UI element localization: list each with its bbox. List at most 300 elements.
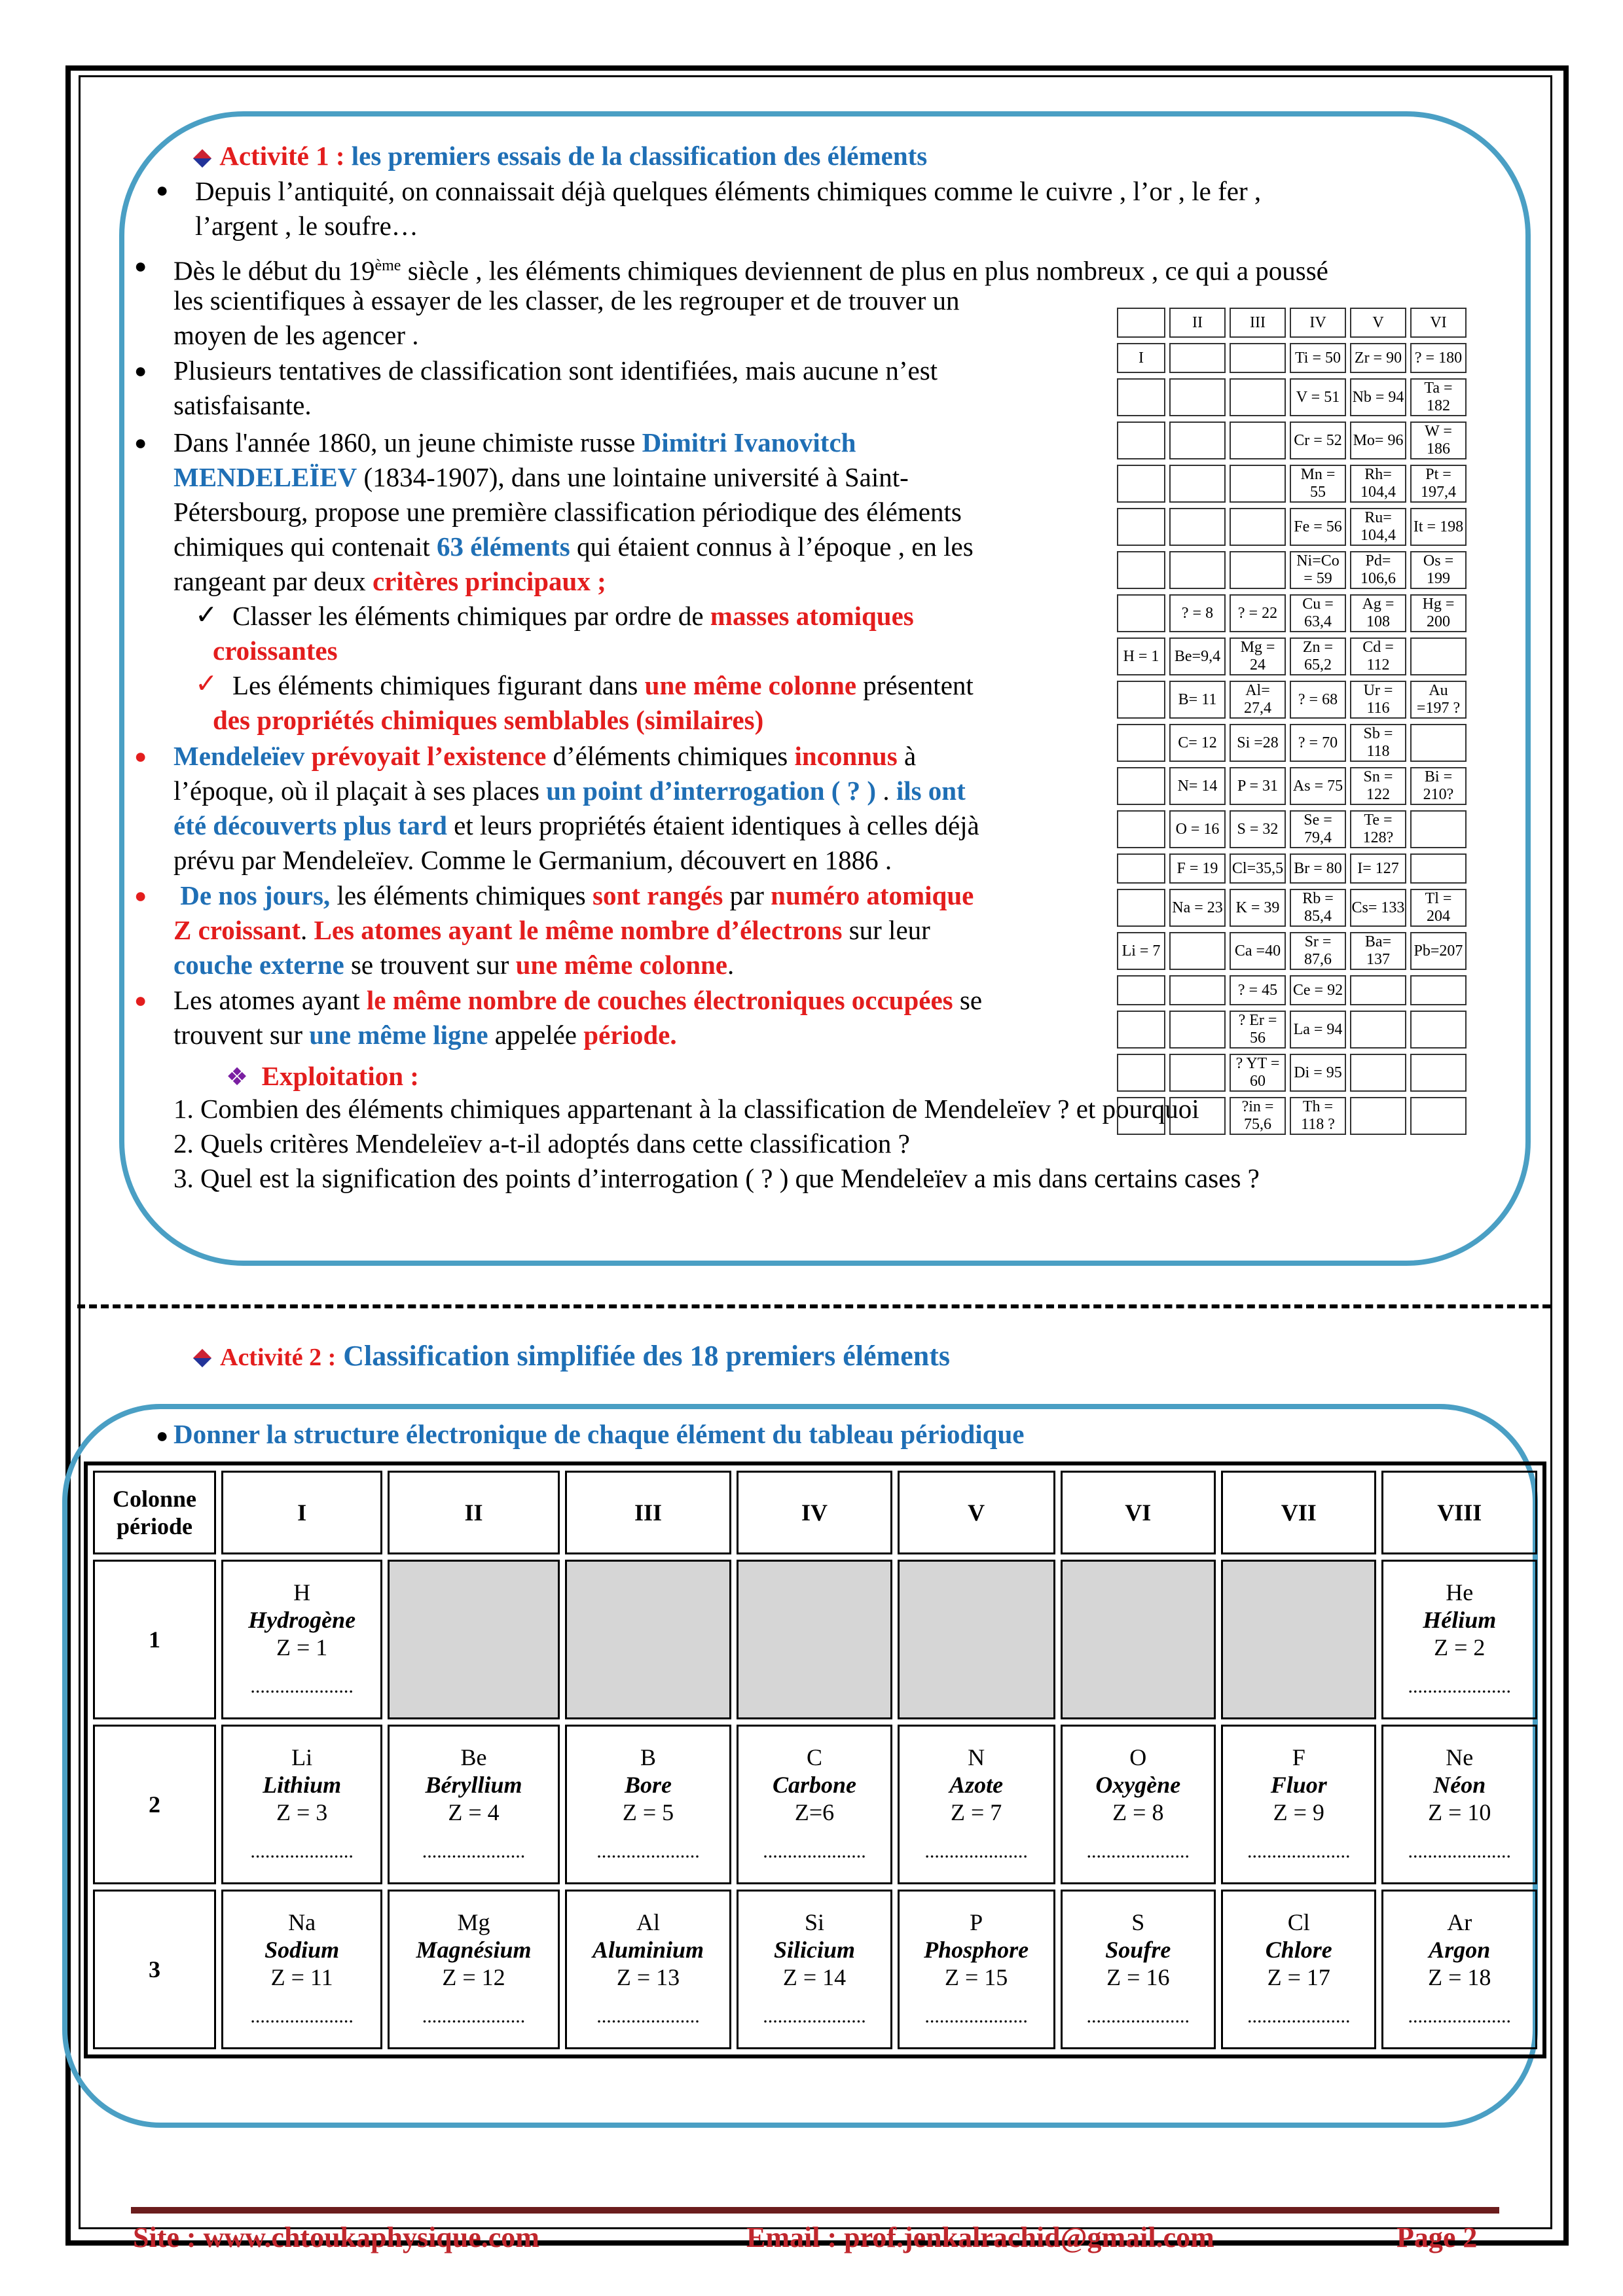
mendeleev-row [1117,975,1467,1005]
period-number: 2 [93,1725,216,1884]
atomic-number: Z = 7 [950,1799,1002,1825]
check-icon: ✓ [195,668,218,698]
mendeleev-table-grid [1113,302,1470,1140]
mendeleev-cell [1230,422,1286,459]
mendeleev-cell: F = 19 [1169,853,1226,884]
element-symbol: Be [460,1744,487,1770]
mendeleev-cell: III [1230,308,1286,338]
element-symbol: He [1446,1579,1474,1605]
mendeleev-cell: C= 12 [1169,724,1226,762]
p4-line3: Pétersbourg, propose une première classification périodique des éléments [173,497,962,527]
diamond-bullet-icon: ❖ [226,1064,249,1091]
mendeleev-cell [1117,1097,1165,1135]
p7-text-b: se [953,985,983,1015]
element-symbol: B [640,1744,656,1770]
p5-red2: inconnus [794,741,898,771]
element-name: Chlore [1265,1937,1332,1963]
answer-blank[interactable]: ..................... [763,1840,866,1862]
atomic-number: Z=6 [794,1799,835,1825]
mendeleev-cell [1117,378,1165,416]
empty-cell [565,1560,732,1719]
mendeleev-cell [1169,975,1226,1005]
element-name: Soufre [1105,1937,1171,1963]
mendeleev-cell: Pd= 106,6 [1350,551,1406,589]
answer-blank[interactable]: ..................... [1247,1840,1351,1862]
mendeleev-cell: P = 31 [1230,767,1286,805]
mendeleev-cell [1169,1054,1226,1092]
mendeleev-row [1117,551,1467,589]
p2-line3: moyen de les agencer . [173,320,419,350]
mendeleev-cell [1350,1011,1406,1049]
atomic-number: Z = 5 [622,1799,674,1825]
question-3: 3. Quel est la signification des points d’interrogation ( ? ) que Mendeleïev a mis dans certains cases ? [173,1163,1260,1193]
p7-line1 [173,983,982,1018]
footer-page-number: Page 2 [1396,2221,1478,2253]
answer-blank[interactable]: ..................... [1408,1676,1511,1697]
p6-text-b: par [723,880,771,910]
mendeleev-cell: I [1117,343,1165,373]
mendeleev-cell [1117,681,1165,719]
mendeleev-cell: Ur = 116 [1350,681,1406,719]
answer-blank[interactable]: ..................... [1408,1840,1511,1862]
crit2-text-b: présentent [856,670,974,700]
p2-text-a: Dès le début du 19 [173,255,375,286]
mendeleev-cell [1169,1011,1226,1049]
mendeleev-cell: Cu = 63,4 [1290,594,1346,632]
bullet-icon: ● [134,988,147,1012]
mendeleev-cell [1117,853,1165,884]
element-cell [1061,1890,1216,2049]
mendeleev-cell: V [1350,308,1406,338]
atomic-number: Z = 4 [448,1799,500,1825]
mendeleev-cell [1350,975,1406,1005]
mendeleev-cell [1230,508,1286,546]
p5-blue4: été découverts plus tard [173,810,447,840]
answer-blank[interactable]: ..................... [250,1840,354,1862]
atomic-number: Z = 9 [1273,1799,1324,1825]
element-cell [565,1725,732,1884]
element-symbol: N [968,1744,985,1770]
mendeleev-cell: Sn = 122 [1350,767,1406,805]
p4-line2 [173,460,909,495]
element-name: Phosphore [924,1937,1029,1963]
mendeleev-cell [1117,975,1165,1005]
p3-line2: satisfaisante. [173,390,312,420]
mendeleev-cell: Th = 118 ? [1290,1097,1346,1135]
mendeleev-row [1117,1054,1467,1092]
mendeleev-cell: Ca =40 [1230,932,1286,970]
element-name: Hélium [1423,1607,1497,1633]
mendeleev-cell: V = 51 [1290,378,1346,416]
period-number: 1 [93,1560,216,1719]
mendeleev-row [1117,465,1467,503]
activity1-heading [193,139,927,173]
answer-blank[interactable]: ..................... [1247,2005,1351,2027]
crit2-line1 [232,668,974,703]
element-cell [1061,1725,1216,1884]
periodic-table [84,1462,1546,2058]
p4-text-a: Dans l'année 1860, un jeune chimiste russe [173,427,642,457]
element-name: Sodium [264,1937,340,1963]
mendeleev-cell: Fe = 56 [1290,508,1346,546]
bullet-icon: ● [156,1424,169,1447]
p5-text-d: . [876,776,896,806]
crit1-line1 [232,599,914,634]
mendeleev-cell: ? = 22 [1230,594,1286,632]
element-symbol: Si [804,1909,824,1935]
mendeleev-row [1117,932,1467,970]
mendeleev-cell [1410,1054,1467,1092]
mendeleev-cell: W = 186 [1410,422,1467,459]
mendeleev-cell [1117,308,1165,338]
answer-blank[interactable]: ..................... [422,2005,526,2027]
mendeleev-cell [1169,932,1226,970]
mendeleev-cell [1169,508,1226,546]
element-name: Carbone [772,1772,856,1798]
p7-text-d: appelée [488,1020,584,1050]
mendeleev-cell [1117,1011,1165,1049]
p7-red2: période. [583,1020,677,1050]
crit2-line2 [213,703,763,738]
mendeleev-cell: Ni=Co = 59 [1290,551,1346,589]
mendeleev-cell: Te = 128? [1350,810,1406,848]
mendeleev-row [1117,594,1467,632]
element-symbol: Ar [1447,1909,1472,1935]
periodic-table-grid [88,1465,1542,2054]
mendeleev-cell: It = 198 [1410,508,1467,546]
mendeleev-cell [1117,724,1165,762]
column-header: VI [1061,1471,1216,1554]
element-cell [737,1725,892,1884]
element-cell [1381,1560,1537,1719]
answer-blank[interactable]: ..................... [250,2005,354,2027]
p2-sup: ème [374,257,401,274]
mendeleev-cell: B= 11 [1169,681,1226,719]
column-header: II [388,1471,560,1554]
atomic-number: Z = 3 [276,1799,328,1825]
crit2-text: Les éléments chimiques figurant dans [232,670,645,700]
element-cell [1221,1890,1376,2049]
bullet-icon: ● [134,359,147,382]
p6-red3: Z croissant [173,915,301,945]
element-cell [1381,1725,1537,1884]
mendeleev-cell [1169,465,1226,503]
mendeleev-cell [1230,343,1286,373]
element-name: Argon [1429,1937,1491,1963]
element-name: Azote [949,1772,1004,1798]
activity2-title: Classification simplifiée des 18 premiers éléments [343,1340,950,1372]
atomic-number: Z = 15 [944,1964,1008,1990]
mendeleev-row [1117,422,1467,459]
atomic-number: Z = 11 [270,1964,333,1990]
p4-criteria: critères principaux ; [372,566,606,596]
p7-text-a: Les atomes ayant [173,985,367,1015]
element-symbol: H [293,1579,311,1605]
check-icon: ✓ [195,600,218,630]
mendeleev-cell [1117,810,1165,848]
element-cell [1381,1890,1537,2049]
answer-blank[interactable]: ..................... [1086,2005,1190,2027]
mendeleev-cell: VI [1410,308,1467,338]
mendeleev-row [1117,1097,1467,1135]
atomic-number: Z = 10 [1428,1799,1491,1825]
atomic-number: Z = 16 [1106,1964,1170,1990]
activity1-title: les premiers essais de la classification des éléments [351,141,928,171]
mendeleev-row [1117,853,1467,884]
mendeleev-cell: Si =28 [1230,724,1286,762]
period-row [93,1890,1537,2049]
mendeleev-cell: Sr = 87,6 [1290,932,1346,970]
bullet-icon: ● [134,884,147,907]
mendeleev-cell: Be=9,4 [1169,637,1226,675]
mendeleev-cell: ? Er = 56 [1230,1011,1286,1049]
mendeleev-cell [1410,1011,1467,1049]
p5-red: prévoyait l’existence [311,741,547,771]
p5-blue: Mendeleïev [173,741,312,771]
answer-blank[interactable]: ..................... [924,1840,1028,1862]
mendeleev-cell: Ru= 104,4 [1350,508,1406,546]
atomic-number: Z = 13 [616,1964,680,1990]
corner-header [93,1471,216,1554]
mendeleev-cell: Cd = 112 [1350,637,1406,675]
p2-line1 [173,249,1328,289]
column-header: I [221,1471,382,1554]
mendeleev-cell: Cs= 133 [1350,889,1406,927]
mendeleev-row [1117,508,1467,546]
mendeleev-cell: Cr = 52 [1290,422,1346,459]
p5-line3 [173,808,979,843]
mendeleev-cell: Rh= 104,4 [1350,465,1406,503]
answer-blank[interactable]: ..................... [1408,2005,1511,2027]
mendeleev-cell: Br = 80 [1290,853,1346,884]
mendeleev-cell: Ce = 92 [1290,975,1346,1005]
crit2-red: une même colonne [644,670,857,700]
column-header: V [898,1471,1055,1554]
p7-text-c: trouvent sur [173,1020,310,1050]
element-cell [221,1725,382,1884]
column-header: IV [737,1471,892,1554]
answer-blank[interactable]: ..................... [1086,1840,1190,1862]
element-name: Bore [625,1772,672,1798]
atomic-number: Z = 17 [1267,1964,1330,1990]
mendeleev-cell [1117,767,1165,805]
mendeleev-row [1117,724,1467,762]
mendeleev-cell: ?in = 75,6 [1230,1097,1286,1135]
element-cell [1221,1725,1376,1884]
mendeleev-cell: II [1169,308,1226,338]
p5-text-e: et leurs propriétés étaient identiques à celles déjà [447,810,979,840]
element-name: Lithium [263,1772,342,1798]
mendeleev-cell [1117,594,1165,632]
mendeleev-cell [1169,378,1226,416]
p6-blue2: couche externe [173,950,344,980]
crit1-text: Classer les éléments chimiques par ordre de [232,601,710,631]
mendeleev-cell: Li = 7 [1117,932,1165,970]
atomic-number: Z = 18 [1428,1964,1491,1990]
answer-blank[interactable]: ..................... [596,2005,700,2027]
p1-line2: l’argent , le soufre… [195,211,418,241]
mendeleev-cell [1350,1097,1406,1135]
mendeleev-cell [1350,1054,1406,1092]
mendeleev-row [1117,681,1467,719]
column-header: III [565,1471,732,1554]
bullet-icon: ● [134,744,147,768]
mendeleev-cell: Zn = 65,2 [1290,637,1346,675]
p6-red: sont rangés [592,880,723,910]
bullet-icon: ● [156,178,169,202]
mendeleev-cell [1410,724,1467,762]
element-cell [388,1725,560,1884]
corner-header-period: période [117,1513,192,1539]
element-symbol: O [1129,1744,1147,1770]
element-symbol: Mg [457,1909,490,1935]
p6-text-d: sur leur [842,915,930,945]
element-symbol: Na [288,1909,316,1935]
mendeleev-cell: Di = 95 [1290,1054,1346,1092]
p5-text-a: d’éléments chimiques [546,741,795,771]
crit1-red: masses atomiques [710,601,914,631]
footer-rule [131,2207,1499,2214]
activity1-label: Activité 1 : [219,141,345,171]
mendeleev-cell: Zr = 90 [1350,343,1406,373]
p6-text-a: les éléments chimiques [330,880,593,910]
p6-line2 [173,913,930,948]
mendeleev-cell: ? = 8 [1169,594,1226,632]
answer-blank[interactable]: ..................... [250,1676,354,1697]
arrow-bullet-icon [193,1349,213,1369]
element-name: Magnésium [416,1937,532,1963]
mendeleev-row [1117,810,1467,848]
mendeleev-name-1: Dimitri Ivanovitch [642,427,856,457]
element-name: Silicium [773,1937,855,1963]
mendeleev-cell [1230,378,1286,416]
mendeleev-cell [1117,889,1165,927]
answer-blank[interactable]: ..................... [763,2005,866,2027]
mendeleev-cell: Bi = 210? [1410,767,1467,805]
mendeleev-row [1117,889,1467,927]
mendeleev-cell [1169,343,1226,373]
mendeleev-cell: I= 127 [1350,853,1406,884]
element-cell [388,1890,560,2049]
p1-line1: Depuis l’antiquité, on connaissait déjà quelques éléments chimiques comme le cuivre , l’or , le fer , [195,176,1262,206]
mendeleev-cell: Sb = 118 [1350,724,1406,762]
p4-text-e: qui étaient connus à l’époque , en les [570,531,974,562]
mendeleev-cell [1230,551,1286,589]
mendeleev-cell: S = 32 [1230,810,1286,848]
mendeleev-cell [1117,1054,1165,1092]
element-symbol: Li [291,1744,313,1770]
mendeleev-cell: IV [1290,308,1346,338]
empty-cell [1221,1560,1376,1719]
p7-blue: une même ligne [309,1020,488,1050]
p5-text-b: à [897,741,917,771]
mendeleev-cell: La = 94 [1290,1011,1346,1049]
mendeleev-cell: Ta = 182 [1410,378,1467,416]
mendeleev-cell: ? = 180 [1410,343,1467,373]
p6-blue: De nos jours, [180,880,331,910]
p5-line4: prévu par Mendeleïev. Comme le Germanium, découvert en 1886 . [173,845,892,875]
periodic-header-row [93,1471,1537,1554]
atomic-number: Z = 14 [782,1964,847,1990]
section-divider [77,1304,1550,1308]
p7-line2 [173,1018,677,1052]
answer-blank[interactable]: ..................... [924,2005,1028,2027]
mendeleev-cell: Mg = 24 [1230,637,1286,675]
element-name: Hydrogène [248,1607,356,1633]
mendeleev-row [1117,767,1467,805]
crit1-line2 [213,634,338,668]
element-symbol: Ne [1446,1744,1474,1770]
element-cell [221,1890,382,2049]
column-header: VII [1221,1471,1376,1554]
exploitation-label: Exploitation : [261,1061,419,1091]
mendeleev-name-2: MENDELEÏEV [173,462,357,492]
bullet-icon: ● [134,254,147,278]
mendeleev-cell [1410,1097,1467,1135]
mendeleev-cell: As = 75 [1290,767,1346,805]
corner-header-column: Colonne [112,1486,197,1512]
mendeleev-cell: ? YT = 60 [1230,1054,1286,1092]
p6-red5: une même colonne [515,950,728,980]
mendeleev-cell [1230,465,1286,503]
element-symbol: Cl [1287,1909,1310,1935]
mendeleev-cell: H = 1 [1117,637,1165,675]
mendeleev-cell: Mo= 96 [1350,422,1406,459]
answer-blank[interactable]: ..................... [422,1840,526,1862]
atomic-number: Z = 8 [1112,1799,1164,1825]
element-name: Fluor [1270,1772,1327,1798]
p4-text-f: rangeant par deux [173,566,373,596]
element-name: Oxygène [1095,1772,1181,1798]
element-cell [898,1890,1055,2049]
element-name: Néon [1433,1772,1486,1798]
exploitation-heading [226,1059,419,1095]
mendeleev-cell: Rb = 85,4 [1290,889,1346,927]
mendeleev-cell: ? = 68 [1290,681,1346,719]
mendeleev-cell: ? = 45 [1230,975,1286,1005]
element-symbol: P [970,1909,983,1935]
mendeleev-cell [1169,551,1226,589]
element-name: Béryllium [425,1772,522,1798]
mendeleev-cell [1169,422,1226,459]
p3-line1: Plusieurs tentatives de classification sont identifiées, mais aucune n’est [173,355,938,386]
mendeleev-cell [1117,508,1165,546]
atomic-number: Z = 2 [1434,1634,1486,1660]
footer-email[interactable]: Email : prof.jenkalrachid@gmail.com [746,2221,1214,2253]
mendeleev-cell: Tl = 204 [1410,889,1467,927]
mendeleev-cell [1410,637,1467,675]
period-row [93,1560,1537,1719]
p5-line2 [173,774,966,808]
mendeleev-cell: Ba= 137 [1350,932,1406,970]
p6-line1 [173,878,974,913]
p5-text-c: l’époque, où il plaçait à ses places [173,776,547,806]
answer-blank[interactable]: ..................... [596,1840,700,1862]
mendeleev-cell: Ti = 50 [1290,343,1346,373]
crit2-red2: des propriétés chimiques semblables (similaires) [213,705,764,735]
element-symbol: C [806,1744,822,1770]
footer-site[interactable]: Site : www.chtoukaphysique.com [133,2221,539,2253]
period-row [93,1725,1537,1884]
mendeleev-cell: Al= 27,4 [1230,681,1286,719]
p4-text-b: (1834-1907), dans une lointaine université à Saint- [357,462,909,492]
p5-blue2: un point d’interrogation ( ? ) [546,776,877,806]
mendeleev-cell: Nb = 94 [1350,378,1406,416]
p5-line1 [173,739,916,774]
mendeleev-row [1117,308,1467,338]
p5-blue3: ils ont [896,776,966,806]
empty-cell [388,1560,560,1719]
